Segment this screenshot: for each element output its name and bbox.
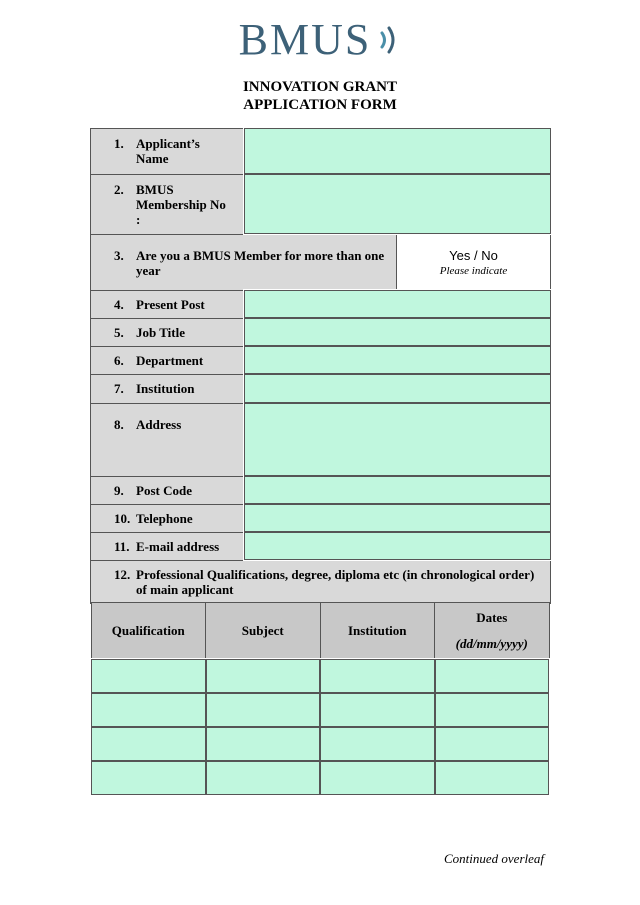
qualification-cell[interactable] [91,659,206,693]
department-input[interactable] [244,346,551,374]
dates-format: (dd/mm/yyyy) [455,635,528,651]
address-input[interactable] [244,403,551,476]
institution-cell[interactable] [320,659,435,693]
institution-cell[interactable] [320,693,435,727]
applicant-details-table [90,127,552,604]
column-header-dates [435,603,550,660]
form-title-line1: INNOVATION GRANT [242,79,398,95]
present-post-input[interactable] [244,290,551,318]
field-label-telephone: 10. Telephone [91,504,244,532]
field-label-applicant-name: 1. Applicant’s Name [91,128,244,174]
qualification-cell[interactable] [91,727,206,761]
field-label-job-title: 5. Job Title [91,318,244,346]
column-header-qualification: Qualification [91,603,206,660]
subject-cell[interactable] [206,761,321,795]
sound-waves-icon [379,22,401,58]
field-label-address: 8. Address [91,403,244,476]
yes-no-text: Yes / No [449,247,498,263]
subject-cell[interactable] [206,693,321,727]
qualification-cell[interactable] [91,761,206,795]
field-label-membership-no: 2. BMUS Membership No : [91,174,244,234]
subject-cell[interactable] [206,727,321,761]
institution-cell[interactable] [320,761,435,795]
column-header-institution: Institution [320,603,435,660]
email-input[interactable] [244,532,551,560]
qualifications-table [90,602,550,796]
membership-no-input[interactable] [244,174,551,234]
table-row [91,727,549,761]
field-label-member-over-one-year: 3. Are you a BMUS Member for more than one year [91,234,397,290]
field-label-qualifications: 12. Professional Qualifications, degree, diploma etc (in chronological order) of main applicant [91,560,551,603]
dates-label: Dates [476,609,508,625]
institution-input[interactable] [244,374,551,403]
institution-cell[interactable] [320,727,435,761]
field-label-email: 11. E-mail address [91,532,244,560]
logo-text: BMUS [238,15,372,64]
membership-yes-no-field[interactable] [397,234,551,290]
dates-cell[interactable] [435,727,550,761]
table-row [91,659,549,693]
please-indicate-hint: Please indicate [439,264,508,277]
telephone-input[interactable] [244,504,551,532]
bmus-logo [0,14,640,65]
dates-cell[interactable] [435,693,550,727]
dates-cell[interactable] [435,659,550,693]
job-title-input[interactable] [244,318,551,346]
applicant-name-input[interactable] [244,128,551,174]
field-label-institution: 7. Institution [91,374,244,403]
qualification-cell[interactable] [91,693,206,727]
table-row [91,693,549,727]
form-title-line2: APPLICATION FORM [243,97,397,113]
field-label-post-code: 9. Post Code [91,476,244,504]
post-code-input[interactable] [244,476,551,504]
field-label-department: 6. Department [91,346,244,374]
table-row [91,761,549,795]
dates-cell[interactable] [435,761,550,795]
continued-overleaf-note: Continued overleaf [443,851,544,866]
subject-cell[interactable] [206,659,321,693]
column-header-subject: Subject [206,603,321,660]
field-label-present-post: 4. Present Post [91,290,244,318]
